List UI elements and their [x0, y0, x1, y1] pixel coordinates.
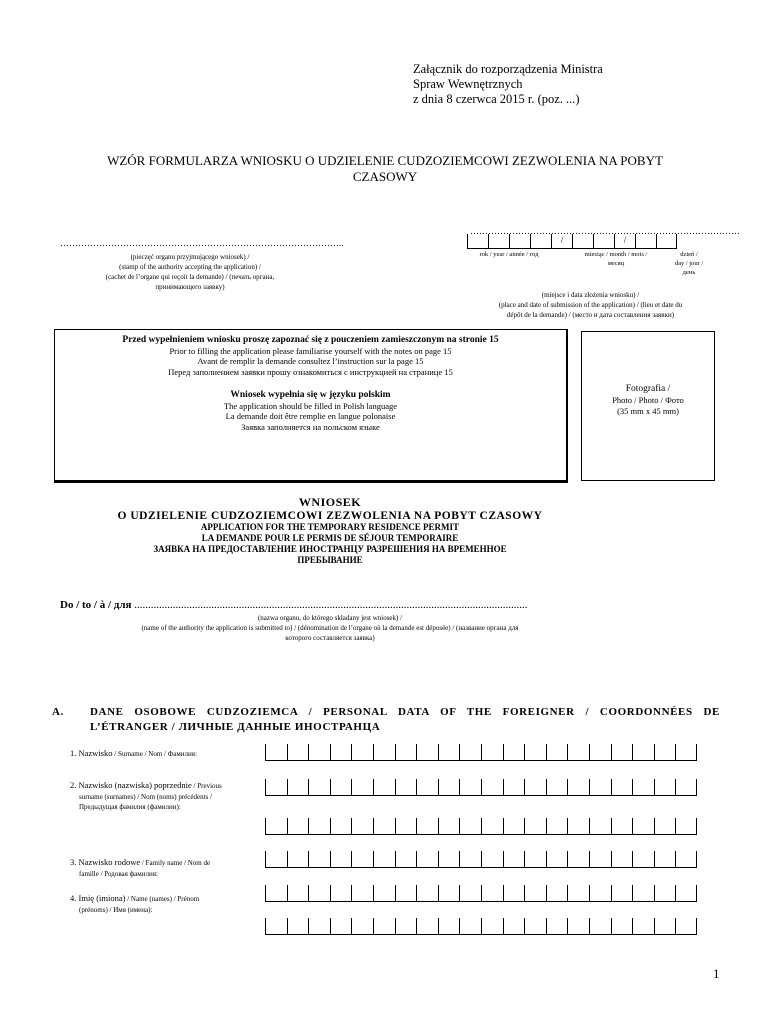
- letter-cell[interactable]: [416, 851, 438, 868]
- letter-cell[interactable]: [632, 851, 654, 868]
- letter-cell[interactable]: [459, 885, 481, 902]
- page-number: 1: [713, 966, 720, 981]
- place-date-caption-1: (miejsce i data złożenia wniosku) /: [541, 291, 640, 299]
- letter-cell[interactable]: [503, 918, 525, 935]
- photo-label-1: Fotografia /: [625, 384, 671, 394]
- letter-cell[interactable]: [438, 744, 460, 761]
- letter-cell[interactable]: [459, 851, 481, 868]
- letter-cell[interactable]: [481, 779, 503, 796]
- letter-cell[interactable]: [287, 918, 309, 935]
- letter-cell[interactable]: [438, 818, 460, 835]
- letter-cell[interactable]: [287, 744, 309, 761]
- letter-cell[interactable]: [589, 885, 611, 902]
- notice-polish-bold: Przed wypełnieniem wniosku proszę zapoznać się z pouczeniem zamieszczonym na stronie 15: [122, 335, 499, 345]
- letter-cell[interactable]: [395, 885, 417, 902]
- to-authority-caption-3: которого составляется заявка): [285, 634, 375, 642]
- stamp-caption-4: принимающего заявку): [155, 283, 225, 291]
- field-previous-surname-sub-3: Предыдущая фамилия (фамилии):: [79, 803, 181, 811]
- letter-cell[interactable]: [546, 744, 568, 761]
- field-first-name-sub-2: (prénoms) / Имя (имена):: [79, 905, 153, 914]
- date-year-cell-4[interactable]: [530, 234, 551, 249]
- stamp-dotted-line: …………………………………………………………………………………..: [60, 238, 344, 248]
- field-first-name-label: [70, 893, 260, 915]
- application-title-5: ЗАЯВКА НА ПРЕДОСТАВЛЕНИЕ ИНОСТРАНЦУ РАЗРЕШЕНИЯ НА ВРЕМЕННОЕ: [153, 544, 507, 554]
- letter-cell[interactable]: [546, 918, 568, 935]
- letter-cell[interactable]: [287, 818, 309, 835]
- form-template-title-line-2: CZASOWY: [352, 169, 418, 184]
- field-family-name-main: 3. Nazwisko rodowe: [70, 857, 141, 867]
- field-surname-label: [70, 748, 197, 760]
- letter-cell[interactable]: [373, 818, 395, 835]
- letter-cell[interactable]: [632, 918, 654, 935]
- field-family-name-sub-1: / Family name / Nom de: [140, 859, 211, 867]
- language-notice-french: La demande doit être remplie en langue polonaise: [225, 411, 396, 421]
- date-day-caption-2: day / jour /: [674, 260, 704, 267]
- letter-cell[interactable]: [416, 779, 438, 796]
- date-day-caption: [668, 250, 710, 277]
- section-a-title-1: DANE OSOBOWE CUDZOZIEMCA / PERSONAL DATA OF THE FOREIGNER / COORDONNÉES DE: [90, 706, 720, 718]
- letter-cell[interactable]: [308, 851, 330, 868]
- letter-cell[interactable]: [524, 918, 546, 935]
- letter-cell[interactable]: [395, 779, 417, 796]
- date-month-caption: [572, 250, 660, 268]
- letter-cell[interactable]: [351, 744, 373, 761]
- to-authority-text: Do / to / à / для: [60, 599, 135, 611]
- application-title: [40, 495, 620, 566]
- letter-cell[interactable]: [611, 744, 633, 761]
- letter-cell[interactable]: [567, 744, 589, 761]
- letter-cell[interactable]: [503, 818, 525, 835]
- annex-line-2: Spraw Wewnętrznych: [413, 77, 523, 91]
- letter-cell[interactable]: [416, 818, 438, 835]
- letter-cell[interactable]: [373, 918, 395, 935]
- application-title-3: APPLICATION FOR THE TEMPORARY RESIDENCE PERMIT: [200, 522, 460, 532]
- place-date-caption-3: dépôt de la demande) / (место и дата составления заявки): [506, 311, 675, 319]
- letter-cell[interactable]: [351, 918, 373, 935]
- letter-cell[interactable]: [265, 851, 287, 868]
- section-a-title: [90, 705, 720, 735]
- letter-cell[interactable]: [524, 885, 546, 902]
- letter-cell[interactable]: [265, 918, 287, 935]
- field-family-name-label: [70, 857, 260, 879]
- letter-cell[interactable]: [481, 851, 503, 868]
- letter-cell[interactable]: [546, 779, 568, 796]
- letter-cell[interactable]: [459, 918, 481, 935]
- letter-cell[interactable]: [524, 779, 546, 796]
- letter-cell[interactable]: [351, 818, 373, 835]
- letter-cell[interactable]: [373, 885, 395, 902]
- application-title-6: ПРЕБЫВАНИЕ: [297, 555, 363, 565]
- letter-cell[interactable]: [611, 818, 633, 835]
- date-year-caption: rok / year / année / год: [479, 251, 539, 258]
- letter-cell[interactable]: [589, 744, 611, 761]
- letter-cell[interactable]: [351, 779, 373, 796]
- letter-cell[interactable]: [308, 885, 330, 902]
- letter-cell[interactable]: [395, 851, 417, 868]
- annex-header: [413, 62, 603, 107]
- letter-cell[interactable]: [351, 885, 373, 902]
- letter-cell[interactable]: [675, 918, 697, 935]
- application-title-2: O UDZIELENIE CUDZOZIEMCOWI ZEZWOLENIA NA POBYT CZASOWY: [117, 510, 543, 522]
- letter-cell[interactable]: [654, 779, 676, 796]
- letter-cell[interactable]: [416, 744, 438, 761]
- field-first-name-main: 4. Imię (imiona): [70, 893, 126, 903]
- date-day-cell-2[interactable]: [656, 234, 677, 249]
- letter-cell[interactable]: [308, 779, 330, 796]
- language-notice-russian: Заявка заполняется на польском языке: [241, 421, 380, 432]
- field-surname-main: 1. Nazwisko: [70, 748, 113, 758]
- stamp-caption-3: (cachet de l’organe qui reçoit la demande) / (печать органа,: [105, 273, 275, 281]
- section-a-heading: [52, 705, 720, 733]
- letter-cell[interactable]: [654, 918, 676, 935]
- place-date-caption: [468, 290, 713, 320]
- letter-cell[interactable]: [503, 744, 525, 761]
- letter-cell[interactable]: [265, 818, 287, 835]
- language-notice-english: The application should be filled in Polish language: [223, 400, 398, 411]
- date-year-cell-1[interactable]: [467, 234, 488, 249]
- letter-cell[interactable]: [481, 918, 503, 935]
- previous-surname-input-row-2[interactable]: [265, 818, 697, 835]
- letter-cell[interactable]: [330, 744, 352, 761]
- letter-cell[interactable]: [330, 918, 352, 935]
- letter-cell[interactable]: [675, 885, 697, 902]
- place-date-caption-2: (place and date of submission of the application) / (lieu et date du: [498, 301, 683, 309]
- letter-cell[interactable]: [265, 885, 287, 902]
- letter-cell[interactable]: [632, 744, 654, 761]
- letter-cell[interactable]: [654, 885, 676, 902]
- letter-cell[interactable]: [654, 744, 676, 761]
- field-first-name-sub-1: / Name (names) / Prénom: [125, 895, 200, 903]
- field-surname-sub: / Surname / Nom / Фамилия:: [112, 750, 197, 758]
- field-previous-surname-sub-2: surname (surnames) / Nom (noms) précédents /: [79, 792, 212, 801]
- letter-cell[interactable]: [287, 885, 309, 902]
- letter-cell[interactable]: [459, 779, 481, 796]
- letter-cell[interactable]: [524, 744, 546, 761]
- section-a-title-2: L’ÉTRANGER / ЛИЧНЫЕ ДАННЫЕ ИНОСТРАНЦА: [90, 721, 381, 733]
- letter-cell[interactable]: [438, 918, 460, 935]
- date-month-caption-1: miesiąc / month / mois /: [584, 251, 648, 258]
- annex-line-3: z dnia 8 czerwca 2015 r. (poz. ...): [413, 92, 580, 106]
- letter-cell[interactable]: [675, 818, 697, 835]
- letter-cell[interactable]: [330, 851, 352, 868]
- letter-cell[interactable]: [567, 851, 589, 868]
- date-year-cell-2[interactable]: [488, 234, 509, 249]
- language-notice-polish-bold: Wniosek wypełnia się w języku polskim: [230, 390, 391, 400]
- letter-cell[interactable]: [654, 818, 676, 835]
- field-family-name-sub-2: famille / Родовая фамилия:: [79, 869, 158, 878]
- date-year-cell-3[interactable]: [509, 234, 530, 249]
- letter-cell[interactable]: [524, 851, 546, 868]
- date-month-caption-2: месяц: [607, 260, 625, 267]
- date-separator-2: /: [614, 234, 635, 249]
- letter-cell[interactable]: [287, 779, 309, 796]
- letter-cell[interactable]: [546, 818, 568, 835]
- notice-russian: Перед заполнением заявки прошу ознакомиться с инструкцией на странице 15: [168, 366, 453, 377]
- surname-input-row[interactable]: [265, 744, 697, 761]
- letter-cell[interactable]: [373, 851, 395, 868]
- application-title-4: LA DEMANDE POUR LE PERMIS DE SÉJOUR TEMPORAIRE: [201, 533, 459, 543]
- letter-cell[interactable]: [395, 918, 417, 935]
- letter-cell[interactable]: [675, 779, 697, 796]
- letter-cell[interactable]: [632, 885, 654, 902]
- letter-cell[interactable]: [546, 885, 568, 902]
- letter-cell[interactable]: [567, 918, 589, 935]
- section-a-letter: A.: [52, 706, 64, 718]
- form-template-title-line-1: WZÓR FORMULARZA WNIOSKU O UDZIELENIE CUDZOZIEMCOWI ZEZWOLENIA NA POBYT: [107, 153, 663, 168]
- letter-cell[interactable]: [589, 918, 611, 935]
- letter-cell[interactable]: [632, 818, 654, 835]
- to-authority-dotted-line[interactable]: ...............................................................................................................................................: [134, 599, 528, 611]
- letter-cell[interactable]: [330, 818, 352, 835]
- date-input-grid[interactable]: [467, 234, 677, 249]
- letter-cell[interactable]: [611, 918, 633, 935]
- letter-cell[interactable]: [438, 885, 460, 902]
- letter-cell[interactable]: [611, 779, 633, 796]
- date-month-cell-2[interactable]: [593, 234, 614, 249]
- letter-cell[interactable]: [265, 744, 287, 761]
- date-day-cell-1[interactable]: [635, 234, 656, 249]
- letter-cell[interactable]: [373, 779, 395, 796]
- annex-line-1: Załącznik do rozporządzenia Ministra: [413, 62, 603, 76]
- letter-cell[interactable]: [503, 851, 525, 868]
- letter-cell[interactable]: [395, 744, 417, 761]
- field-previous-surname-label: [70, 780, 260, 813]
- letter-cell[interactable]: [611, 851, 633, 868]
- to-authority-caption-1: (nazwa organu, do którego składany jest wniosek) /: [257, 614, 403, 622]
- letter-cell[interactable]: [524, 818, 546, 835]
- photo-label-2: Photo / Photo / Фото: [612, 395, 684, 405]
- letter-cell[interactable]: [459, 744, 481, 761]
- field-previous-surname-main: 2. Nazwisko (nazwiska) poprzednie: [70, 780, 192, 790]
- letter-cell[interactable]: [308, 744, 330, 761]
- letter-cell[interactable]: [351, 851, 373, 868]
- letter-cell[interactable]: [330, 885, 352, 902]
- letter-cell[interactable]: [265, 779, 287, 796]
- letter-cell[interactable]: [589, 851, 611, 868]
- instructions-notice-box: [54, 329, 568, 483]
- stamp-caption: [60, 252, 320, 292]
- to-authority-label: [60, 599, 527, 611]
- to-authority-caption-2: (name of the authority the application is submitted to) / (dénomination de l’organe où la demande est déposée) / (название органа для: [141, 624, 519, 632]
- application-title-1: WNIOSEK: [298, 495, 362, 509]
- date-dotted-line: ………………………………………………………………………………: [470, 226, 740, 236]
- date-day-caption-1: dzień /: [680, 251, 698, 258]
- to-authority-caption: [55, 613, 605, 643]
- letter-cell[interactable]: [330, 779, 352, 796]
- date-month-cell-1[interactable]: [572, 234, 593, 249]
- letter-cell[interactable]: [503, 885, 525, 902]
- letter-cell[interactable]: [459, 818, 481, 835]
- letter-cell[interactable]: [503, 779, 525, 796]
- date-separator-1: /: [551, 234, 572, 249]
- notice-english: Prior to filling the application please familiarise yourself with the notes on page 15: [169, 345, 452, 356]
- field-previous-surname-sub-1: / Previous: [191, 782, 222, 790]
- letter-cell[interactable]: [308, 918, 330, 935]
- letter-cell[interactable]: [438, 851, 460, 868]
- notice-french: Avant de remplir la demande consultez l’instruction sur la page 15: [197, 356, 424, 366]
- letter-cell[interactable]: [481, 744, 503, 761]
- letter-cell[interactable]: [287, 851, 309, 868]
- stamp-caption-2: (stamp of the authority accepting the application) /: [119, 263, 261, 271]
- date-day-caption-3: день: [682, 269, 696, 276]
- letter-cell[interactable]: [567, 779, 589, 796]
- stamp-caption-1: (pieczęć organu przyjmującego wniosek) /: [130, 253, 250, 261]
- letter-cell[interactable]: [611, 885, 633, 902]
- letter-cell[interactable]: [567, 885, 589, 902]
- letter-cell[interactable]: [308, 818, 330, 835]
- letter-cell[interactable]: [546, 851, 568, 868]
- letter-cell[interactable]: [416, 885, 438, 902]
- letter-cell[interactable]: [395, 818, 417, 835]
- letter-cell[interactable]: [567, 818, 589, 835]
- first-name-input-row-2[interactable]: [265, 918, 697, 935]
- letter-cell[interactable]: [481, 818, 503, 835]
- first-name-input-row-1[interactable]: [265, 885, 697, 902]
- letter-cell[interactable]: [416, 918, 438, 935]
- letter-cell[interactable]: [675, 744, 697, 761]
- letter-cell[interactable]: [589, 779, 611, 796]
- letter-cell[interactable]: [481, 885, 503, 902]
- letter-cell[interactable]: [632, 779, 654, 796]
- letter-cell[interactable]: [438, 779, 460, 796]
- letter-cell[interactable]: [373, 744, 395, 761]
- photo-box[interactable]: [581, 331, 715, 481]
- photo-label-3: (35 mm x 45 mm): [617, 406, 679, 416]
- letter-cell[interactable]: [654, 851, 676, 868]
- form-template-title: [60, 153, 710, 185]
- letter-cell[interactable]: [675, 851, 697, 868]
- previous-surname-input-row-1[interactable]: [265, 779, 697, 796]
- letter-cell[interactable]: [589, 818, 611, 835]
- family-name-input-row[interactable]: [265, 851, 697, 868]
